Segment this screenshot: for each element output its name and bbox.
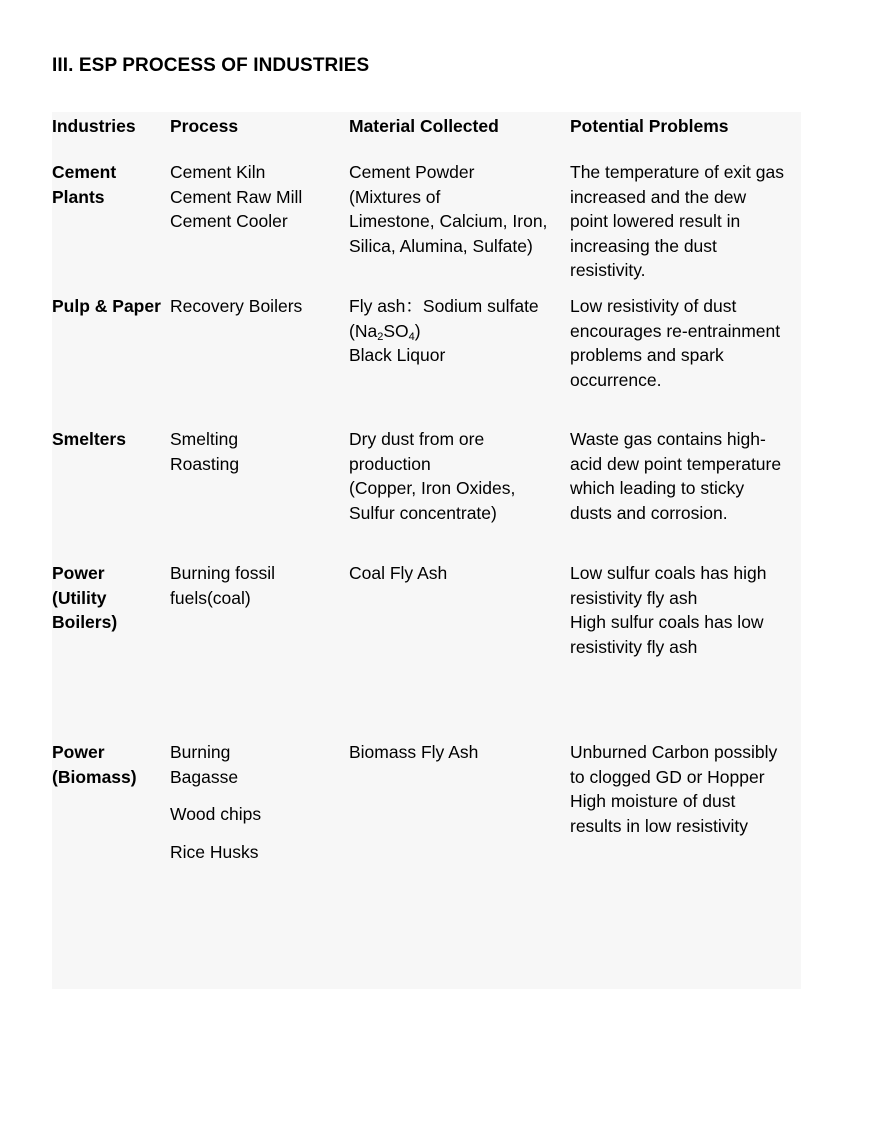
table-row-material: Coal Fly Ash (349, 563, 448, 583)
table-row-industry: Power (Utility Boilers) (52, 563, 118, 632)
esp-industries-table (52, 112, 801, 989)
table-row-material: Dry dust from ore production (Copper, Iron Oxides, Sulfur concentrate) (349, 429, 516, 523)
header-industries: Industries (52, 116, 136, 136)
section-title: III. ESP PROCESS OF INDUSTRIES (52, 55, 370, 76)
table-row-industry: Smelters (52, 429, 126, 449)
table-row-process: Recovery Boilers (170, 296, 303, 316)
table-row-industry: Pulp & Paper (52, 296, 161, 316)
table-row-problems: Low resistivity of dust encourages re-entrainment problems and spark occurrence. (570, 296, 781, 390)
table-row-material: Cement Powder (Mixtures of Limestone, Calcium, Iron, Silica, Alumina, Sulfate) (349, 162, 548, 256)
header-potential-problems: Potential Problems (570, 116, 729, 136)
table-row-process: Burning fossil fuels(coal) (170, 563, 276, 608)
table-row-problems: The temperature of exit gas increased and the dew point lowered result in increasing the dust resistivity. (570, 162, 784, 280)
table-row-process: Smelting Roasting (170, 429, 240, 474)
chemical-formula: $(Na_2SO_4)$ (349, 320, 421, 343)
table-row-material: Fly ash：Sodium sulfate $(Na_2SO_4)$ Black Liquor (349, 296, 539, 365)
header-process: Process (170, 116, 239, 136)
table-row-problems: Unburned Carbon possibly to clogged GD or Hopper High moisture of dust results in low resistivity (570, 742, 778, 836)
table-row-process: Burning Bagasse Wood chips Rice Husks (170, 742, 262, 862)
table-row-process: Cement Kiln Cement Raw Mill Cement Cooler (170, 162, 303, 231)
table-row-problems: Waste gas contains high- acid dew point temperature which leading to sticky dusts and corrosion. (570, 429, 782, 523)
table-row-industry: Power (Biomass) (52, 742, 137, 787)
table-row-problems: Low sulfur coals has high resistivity fly ash High sulfur coals has low resistivity fly ash (570, 563, 767, 657)
table-row-material: Biomass Fly Ash (349, 742, 479, 762)
header-material-collected: Material Collected (349, 116, 499, 136)
table-row-industry: Cement Plants (52, 162, 117, 207)
